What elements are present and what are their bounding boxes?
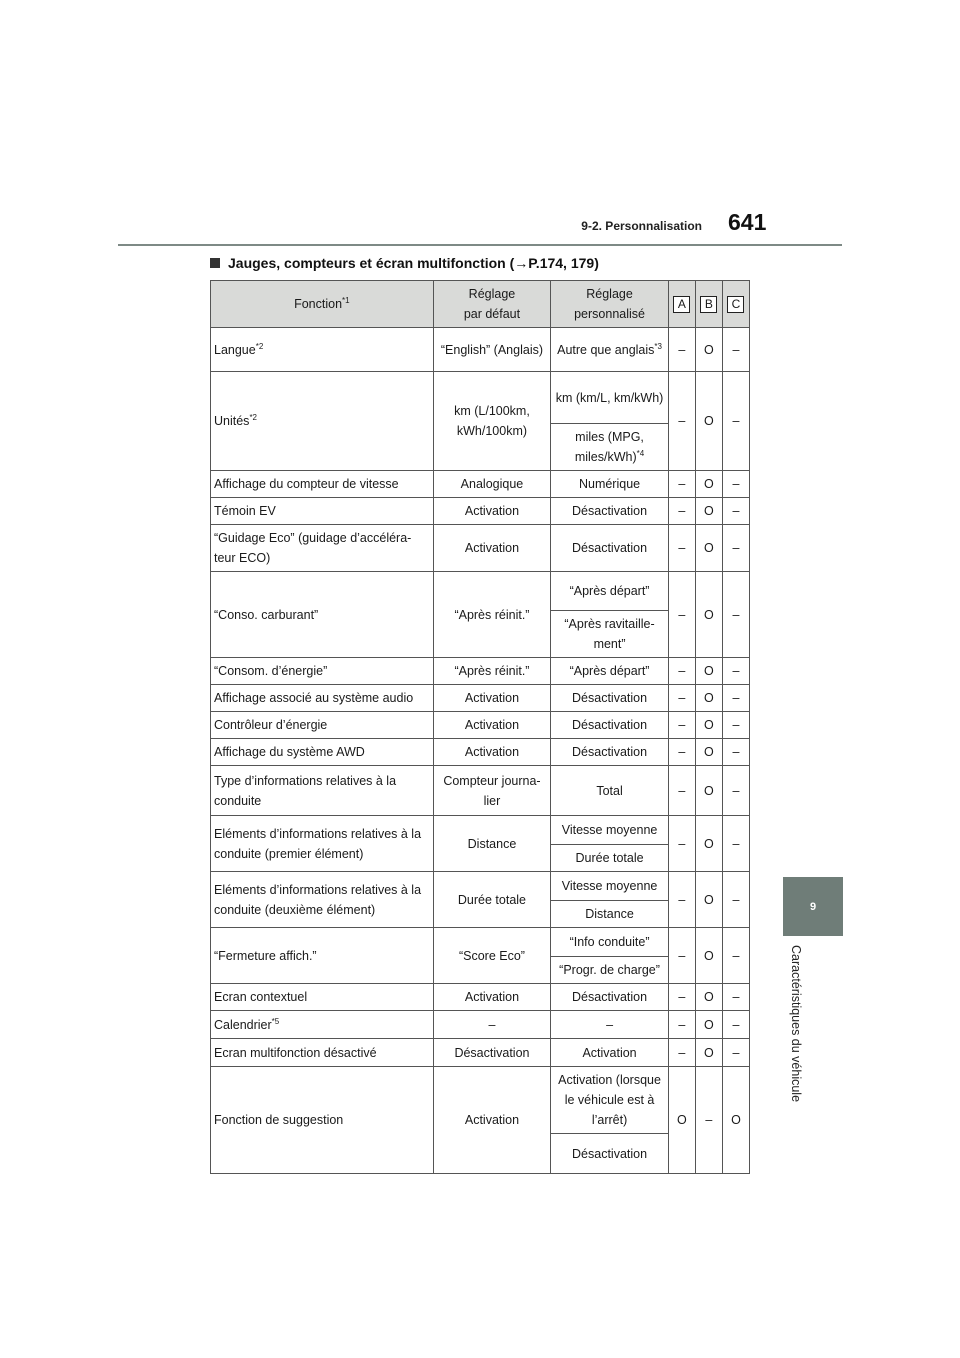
cell-a: – (668, 471, 695, 498)
cell-custom: – (551, 1011, 669, 1039)
cell-custom: Vitesse moyenne (551, 816, 669, 845)
cell-a: – (668, 1011, 695, 1039)
cell-default: Activation (433, 685, 551, 712)
cell-function: Type d’informations relatives à la conduite (211, 766, 434, 816)
cell-b: O (695, 372, 722, 471)
cell-b: O (695, 572, 722, 658)
cell-custom: Désactivation (551, 685, 669, 712)
table-row (211, 739, 750, 766)
cell-a: – (668, 739, 695, 766)
table-row (211, 372, 750, 424)
cell-custom: Total (551, 766, 669, 816)
table-row (211, 872, 750, 901)
cell-default: Activation (433, 525, 551, 572)
cell-c: – (722, 872, 749, 928)
square-bullet-icon (210, 258, 220, 268)
settings-table (210, 280, 750, 1174)
cell-function: “Consom. d’énergie” (211, 658, 434, 685)
cell-default: “English” (Anglais) (433, 328, 551, 372)
cell-c: – (722, 572, 749, 658)
cell-default: Activation (433, 984, 551, 1011)
cell-custom: “Progr. de charge” (551, 957, 669, 984)
table-row (211, 471, 750, 498)
cell-a: – (668, 572, 695, 658)
cell-a: – (668, 984, 695, 1011)
table-row (211, 498, 750, 525)
cell-custom: Désactivation (551, 712, 669, 739)
table-row (211, 525, 750, 572)
cell-default: Activation (433, 712, 551, 739)
cell-custom: “Après départ” (551, 658, 669, 685)
cell-b: O (695, 525, 722, 572)
cell-default: Activation (433, 739, 551, 766)
cell-a: – (668, 658, 695, 685)
cell-custom: miles (MPG, miles/kWh)$^{*4}$ (551, 424, 669, 471)
table-body (211, 328, 750, 1174)
cell-c: – (722, 739, 749, 766)
cell-custom: Distance (551, 901, 669, 928)
header-custom: Réglage personnalisé (551, 281, 669, 328)
cell-function: Unités$^{*2}$ (211, 372, 434, 471)
chapter-number: 9 (809, 900, 817, 913)
table-row (211, 572, 750, 611)
cell-b: O (695, 739, 722, 766)
cell-function: Ecran contextuel (211, 984, 434, 1011)
cell-default: km (L/100km, kWh/100km) (433, 372, 551, 471)
table-header-row (211, 281, 750, 328)
cell-default: “Après réinit.” (433, 658, 551, 685)
cell-function: “Fermeture affich.” (211, 928, 434, 984)
table-row (211, 328, 750, 372)
header-default: Réglage par défaut (433, 281, 551, 328)
header-fonction: Fonction$^{*1}$ (211, 281, 434, 328)
header-a (668, 281, 695, 328)
cell-function: Eléments d’informations relatives à la conduite (premier élément) (211, 816, 434, 872)
cell-function: Témoin EV (211, 498, 434, 525)
cell-custom: km (km/L, km/kWh) (551, 372, 669, 424)
cell-b: O (695, 471, 722, 498)
table-row (211, 1039, 750, 1067)
cell-a: – (668, 872, 695, 928)
cell-b: O (695, 712, 722, 739)
cell-a: – (668, 766, 695, 816)
table-row (211, 766, 750, 816)
cell-c: – (722, 766, 749, 816)
cell-b: O (695, 984, 722, 1011)
cell-a: – (668, 816, 695, 872)
cell-default: Durée totale (433, 872, 551, 928)
cell-default: Distance (433, 816, 551, 872)
cell-c: – (722, 685, 749, 712)
table-row (211, 658, 750, 685)
cell-a: – (668, 928, 695, 984)
cell-c: – (722, 328, 749, 372)
letter-c-box: C (727, 296, 744, 313)
cell-custom: Vitesse moyenne (551, 872, 669, 901)
table-row (211, 685, 750, 712)
cell-function: Affichage du système AWD (211, 739, 434, 766)
header-b (695, 281, 722, 328)
cell-a: O (668, 1067, 695, 1174)
cell-default: – (433, 1011, 551, 1039)
cell-custom: Durée totale (551, 845, 669, 872)
cell-function: Affichage du compteur de vitesse (211, 471, 434, 498)
cell-custom: Désactivation (551, 739, 669, 766)
chapter-title: Caractéristiques du véhicule (789, 945, 803, 1103)
cell-custom: “Après ravitaille-ment” (551, 611, 669, 658)
cell-b: – (695, 1067, 722, 1174)
cell-function: Affichage associé au système audio (211, 685, 434, 712)
chapter-tab (783, 877, 843, 936)
cell-b: O (695, 766, 722, 816)
cell-function: Langue$^{*2}$ (211, 328, 434, 372)
cell-a: – (668, 1039, 695, 1067)
cell-custom: Autre que anglais$^{*3}$ (551, 328, 669, 372)
cell-default: Analogique (433, 471, 551, 498)
cell-function: Fonction de suggestion (211, 1067, 434, 1174)
cell-c: – (722, 525, 749, 572)
cell-c: O (722, 1067, 749, 1174)
cell-c: – (722, 816, 749, 872)
cell-b: O (695, 658, 722, 685)
cell-b: O (695, 685, 722, 712)
cell-custom: “Après départ” (551, 572, 669, 611)
section-header: 9-2. Personnalisation (581, 219, 702, 233)
cell-b: O (695, 498, 722, 525)
cell-function: Ecran multifonction désactivé (211, 1039, 434, 1067)
cell-default: Compteur journa-lier (433, 766, 551, 816)
cell-a: – (668, 372, 695, 471)
header-c (722, 281, 749, 328)
section-title (210, 255, 599, 271)
cell-default: “Après réinit.” (433, 572, 551, 658)
cell-c: – (722, 984, 749, 1011)
cell-b: O (695, 1039, 722, 1067)
table-row (211, 816, 750, 845)
cell-a: – (668, 328, 695, 372)
cell-default: Désactivation (433, 1039, 551, 1067)
letter-b-box: B (700, 296, 717, 313)
table-row (211, 1011, 750, 1039)
cell-function: Calendrier$^{*5}$ (211, 1011, 434, 1039)
table-row (211, 984, 750, 1011)
cell-c: – (722, 1011, 749, 1039)
cell-custom: “Info conduite” (551, 928, 669, 957)
cell-b: O (695, 328, 722, 372)
cell-function: Eléments d’informations relatives à la conduite (deuxième élément) (211, 872, 434, 928)
cell-b: O (695, 816, 722, 872)
cell-function: “Conso. carburant” (211, 572, 434, 658)
cell-b: O (695, 928, 722, 984)
cell-default: Activation (433, 1067, 551, 1174)
cell-custom: Activation (lorsque le véhicule est à l’arrêt) (551, 1067, 669, 1134)
cell-custom: Numérique (551, 471, 669, 498)
cell-a: – (668, 498, 695, 525)
cell-function: Contrôleur d’énergie (211, 712, 434, 739)
cell-custom: Désactivation (551, 525, 669, 572)
cell-c: – (722, 471, 749, 498)
table-row (211, 1067, 750, 1134)
cell-a: – (668, 712, 695, 739)
cell-custom: Activation (551, 1039, 669, 1067)
table-row (211, 712, 750, 739)
cell-c: – (722, 712, 749, 739)
header-divider (118, 244, 842, 246)
cell-c: – (722, 372, 749, 471)
cell-a: – (668, 685, 695, 712)
table-row (211, 928, 750, 957)
cell-a: – (668, 525, 695, 572)
page-number: 641 (728, 209, 767, 235)
section-title-text: Jauges, compteurs et écran multifonction (→P.174, 179) (228, 255, 599, 271)
cell-custom: Désactivation (551, 1134, 669, 1174)
cell-b: O (695, 1011, 722, 1039)
letter-a-box: A (673, 296, 690, 313)
cell-function: “Guidage Eco” (guidage d’accéléra-teur ECO) (211, 525, 434, 572)
cell-custom: Désactivation (551, 498, 669, 525)
cell-b: O (695, 872, 722, 928)
cell-c: – (722, 1039, 749, 1067)
cell-c: – (722, 498, 749, 525)
cell-c: – (722, 928, 749, 984)
cell-custom: Désactivation (551, 984, 669, 1011)
cell-c: – (722, 658, 749, 685)
chapter-side-label (785, 945, 805, 1120)
cell-default: “Score Eco” (433, 928, 551, 984)
cell-default: Activation (433, 498, 551, 525)
